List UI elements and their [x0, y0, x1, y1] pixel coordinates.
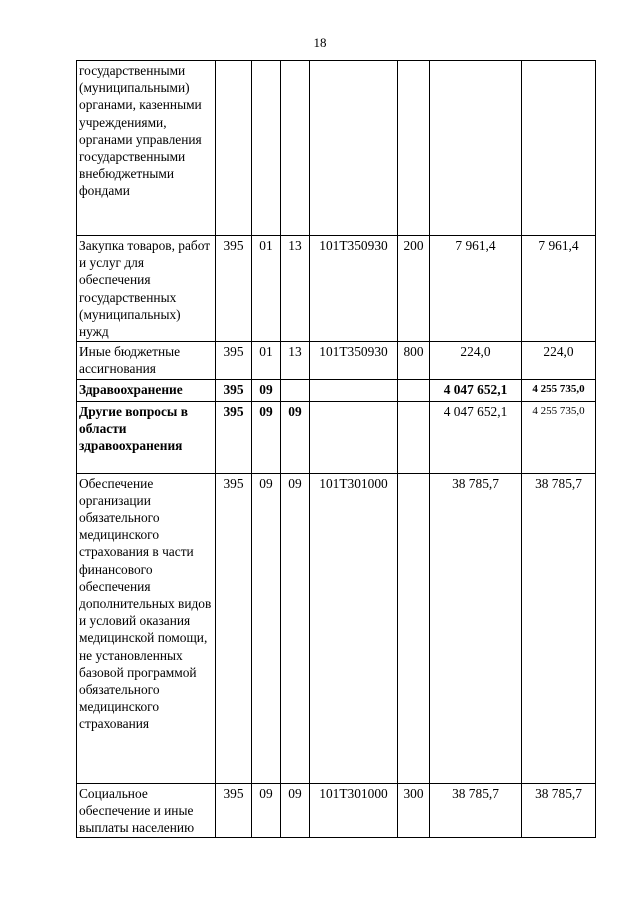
row-name: Социальное обеспечение и иные выплаты населению	[77, 783, 216, 838]
row-vr: 300	[398, 783, 430, 838]
row-csr: 101Т301000	[310, 473, 398, 783]
row-sum-1: 7 961,4	[430, 236, 522, 342]
row-sum-2: 7 961,4	[522, 236, 596, 342]
row-rz: 01	[252, 342, 281, 379]
row-vr: 800	[398, 342, 430, 379]
row-sum-2: 4 255 735,0	[522, 379, 596, 401]
row-pr: 13	[281, 236, 310, 342]
table-row	[77, 783, 596, 838]
table-row	[77, 236, 596, 342]
budget-table	[76, 60, 596, 838]
row-pr: 09	[281, 401, 310, 473]
row-vr	[398, 401, 430, 473]
row-grbs: 395	[216, 473, 252, 783]
table-row	[77, 401, 596, 473]
row-sum-2: 38 785,7	[522, 783, 596, 838]
row-name: Здравоохранение	[77, 379, 216, 401]
row-csr: 101Т350930	[310, 342, 398, 379]
row-csr	[310, 401, 398, 473]
row-sum-2	[522, 61, 596, 236]
row-rz: 09	[252, 473, 281, 783]
row-name: Иные бюджетные ассигнования	[77, 342, 216, 379]
table-row	[77, 379, 596, 401]
row-grbs: 395	[216, 342, 252, 379]
row-grbs: 395	[216, 401, 252, 473]
row-pr: 09	[281, 783, 310, 838]
row-vr	[398, 473, 430, 783]
row-grbs: 395	[216, 236, 252, 342]
row-sum-1: 4 047 652,1	[430, 379, 522, 401]
row-csr	[310, 61, 398, 236]
row-pr	[281, 61, 310, 236]
row-rz: 09	[252, 379, 281, 401]
row-sum-2: 224,0	[522, 342, 596, 379]
row-sum-2: 38 785,7	[522, 473, 596, 783]
row-csr: 101Т301000	[310, 783, 398, 838]
row-name: Другие вопросы в области здравоохранения	[77, 401, 216, 473]
row-pr: 13	[281, 342, 310, 379]
row-sum-2: 4 255 735,0	[522, 401, 596, 473]
row-sum-1	[430, 61, 522, 236]
row-vr	[398, 61, 430, 236]
row-grbs: 395	[216, 783, 252, 838]
row-vr	[398, 379, 430, 401]
row-sum-1: 224,0	[430, 342, 522, 379]
table-row	[77, 61, 596, 236]
row-grbs	[216, 61, 252, 236]
row-rz	[252, 61, 281, 236]
row-pr: 09	[281, 473, 310, 783]
row-csr	[310, 379, 398, 401]
row-csr: 101Т350930	[310, 236, 398, 342]
row-sum-1: 38 785,7	[430, 473, 522, 783]
row-grbs: 395	[216, 379, 252, 401]
row-rz: 09	[252, 783, 281, 838]
table-row	[77, 342, 596, 379]
row-name: Закупка товаров, работ и услуг для обеспечения государственных (муниципальных) нужд	[77, 236, 216, 342]
row-sum-1: 38 785,7	[430, 783, 522, 838]
row-rz: 01	[252, 236, 281, 342]
row-rz: 09	[252, 401, 281, 473]
row-name: Обеспечение организации обязательного медицинского страхования в части финансового обеспечения дополнительных видов и условий оказания медицинской помощи, не установленных базовой программой обязательного медицинского страхования	[77, 473, 216, 783]
table-row	[77, 473, 596, 783]
row-vr: 200	[398, 236, 430, 342]
row-name: государственными (муниципальными) органами, казенными учреждениями, органами управления государственными внебюджетными фондами	[77, 61, 216, 236]
page-number: 18	[313, 35, 327, 50]
row-sum-1: 4 047 652,1	[430, 401, 522, 473]
row-pr	[281, 379, 310, 401]
